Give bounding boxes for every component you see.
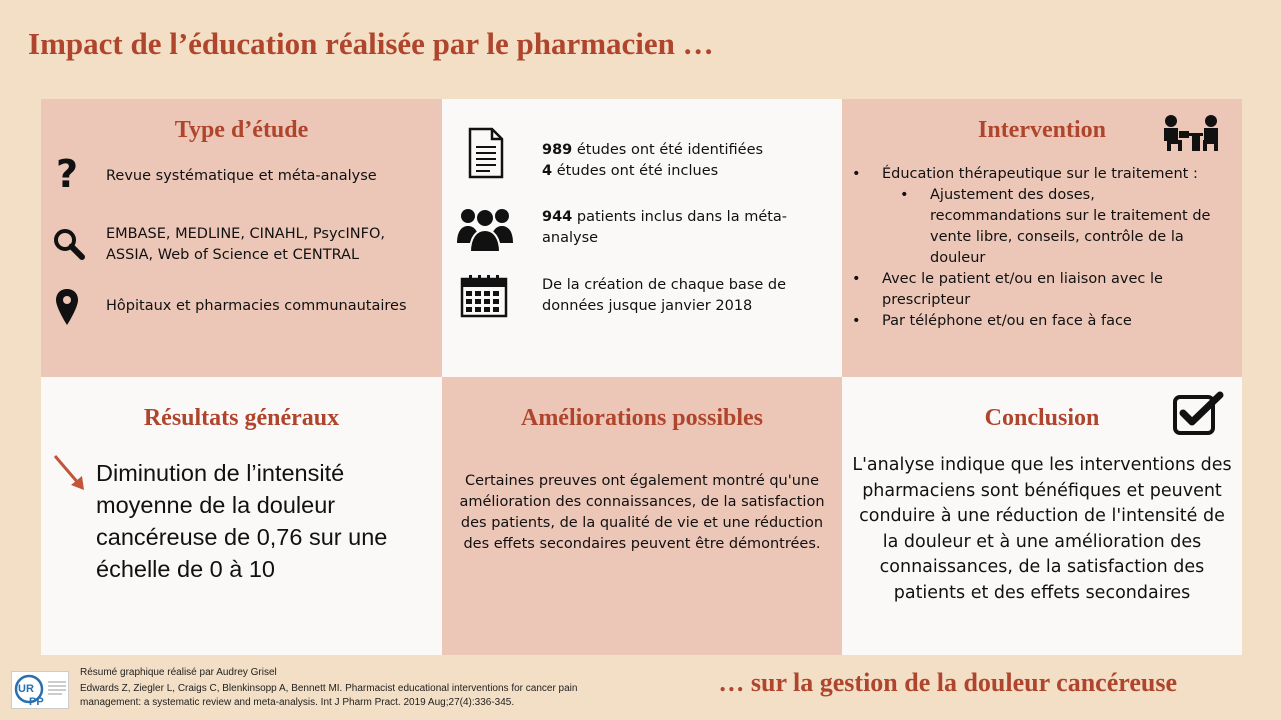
consultation-icon <box>1159 113 1223 153</box>
checkbox-checked-icon <box>1172 391 1226 437</box>
question-icon <box>53 154 81 192</box>
svg-text:?: ? <box>55 154 79 192</box>
urpp-logo-graphic <box>12 672 70 710</box>
ameliorations-panel <box>442 377 842 655</box>
studies-identified-number: 989 <box>542 142 573 158</box>
ameliorations-heading: Améliorations possibles <box>520 405 763 431</box>
calendar-icon <box>460 274 508 318</box>
conclusion-text: L'analyse indique que les interventions des pharmaciens sont bénéfiques et peuvent conduire à une réduction de l'intensité de la douleur et à une amélioration des connaissances, de la satisfaction des patients et des effets secondaires <box>852 455 1232 603</box>
type-etude-heading: Type d’étude <box>174 117 309 143</box>
list-item: • Éducation thérapeutique sur le traitement : <box>842 164 1227 185</box>
resultats-text: Diminution de l’intensité moyenne de la douleur cancéreuse de 0,76 sur une échelle de 0 à 10 <box>96 460 388 582</box>
resultats-panel <box>41 377 442 655</box>
credit-text: Résumé graphique réalisé par Audrey Grisel <box>80 667 277 678</box>
conclusion-panel <box>842 377 1242 655</box>
intervention-panel <box>842 99 1242 377</box>
type-etude-item-text: Hôpitaux et pharmacies communautaires <box>106 298 407 314</box>
patients-text <box>542 207 802 249</box>
magnifier-icon <box>52 227 86 261</box>
ameliorations-text: Certaines preuves ont également montré qu'une amélioration des connaissances, de la satisfaction des patients, de la qualité de vie et une réduction des effets secondaires peuvent être démontrées. <box>459 473 825 552</box>
type-etude-item-text: Revue systématique et méta-analyse <box>106 168 377 184</box>
studies-identified-text <box>542 140 832 182</box>
urpp-logo <box>11 671 69 709</box>
arrow-down-right-icon <box>51 452 89 494</box>
tagline: … sur la gestion de la douleur cancéreuse <box>718 668 1177 697</box>
people-group-icon <box>456 203 514 253</box>
list-item: • Avec le patient et/ou en liaison avec le prescripteur <box>842 269 1227 311</box>
stats-panel <box>442 99 842 377</box>
document-icon <box>464 127 506 181</box>
type-etude-item-text: EMBASE, MEDLINE, CINAHL, PsycINFO, ASSIA, Web of Science et CENTRAL <box>106 226 385 263</box>
resultats-heading: Résultats généraux <box>143 405 340 431</box>
type-etude-panel <box>41 99 442 377</box>
svg-text:UR: UR <box>18 683 34 695</box>
reference-text: Edwards Z, Ziegler L, Craigs C, Blenkinsopp A, Bennett MI. Pharmacist educational interventions for cancer pain management: a systematic review and meta-analysis. Int J Pharm Pract. 2019 Aug;27(4):336-345. <box>80 683 578 708</box>
intervention-list <box>842 164 1227 332</box>
svg-text:PP: PP <box>29 696 44 708</box>
patients-label: patients inclus dans la méta-analyse <box>542 209 788 246</box>
studies-included-number: 4 <box>542 163 553 179</box>
studies-included-label: études ont été inclues <box>552 163 719 179</box>
intervention-heading: Intervention <box>978 117 1106 143</box>
list-item: • Par téléphone et/ou en face à face <box>842 311 1227 332</box>
studies-identified-label: études ont été identifiées <box>572 142 764 158</box>
page-title: Impact de l’éducation réalisée par le pharmacien … <box>28 26 714 61</box>
list-item: • Ajustement des doses, recommandations sur le traitement de vente libre, conseils, contrôle de la douleur <box>842 185 1227 269</box>
location-pin-icon <box>55 288 79 326</box>
conclusion-heading: Conclusion <box>984 405 1100 431</box>
patients-number: 944 <box>542 209 573 225</box>
period-text: De la création de chaque base de données jusque janvier 2018 <box>542 277 787 314</box>
